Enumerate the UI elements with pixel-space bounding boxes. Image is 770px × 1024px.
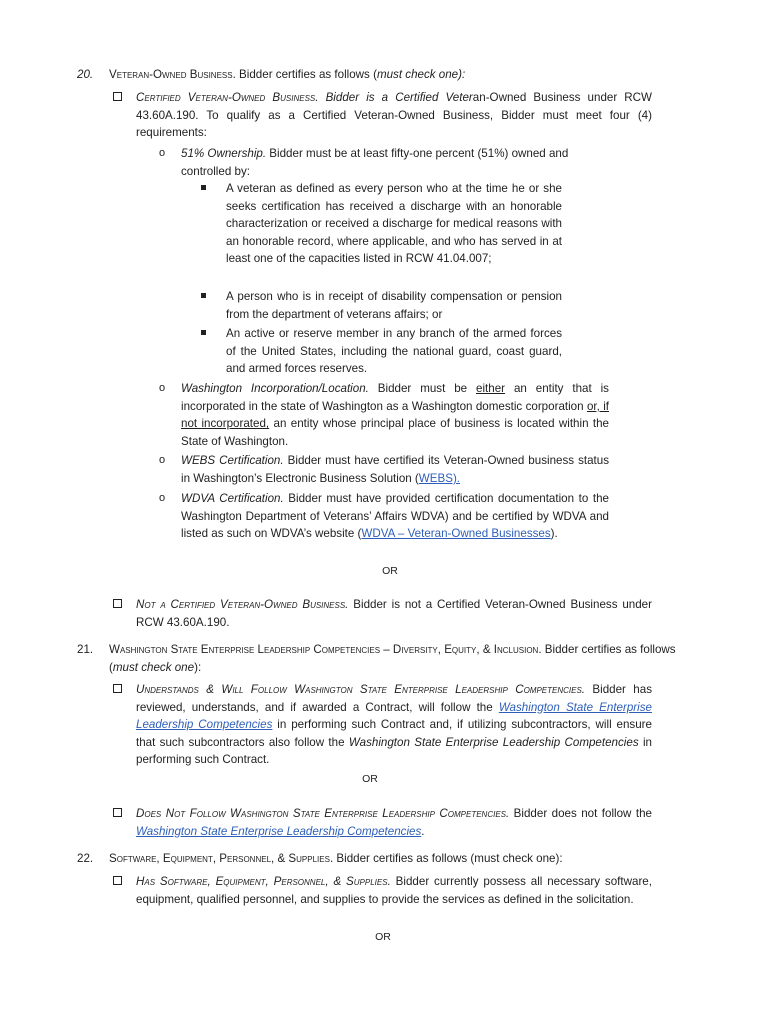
- section-21-number: 21.: [77, 643, 94, 656]
- sub-requirement-veteran: A veteran as defined as every person who at the time he or she seeks certification has received a discharge with an honorable characterization or received a discharge for medical reasons with an honorable record, where applicable, and who has served in at least one of the capacities listed in RCW 41.04.007;: [226, 182, 562, 266]
- circle-bullet-icon: o: [159, 382, 166, 394]
- circle-bullet-icon: o: [159, 492, 166, 504]
- does-not-follow-checkbox[interactable]: [113, 808, 122, 817]
- has-software-option: Has Software, Equipment, Personnel, & Supplies. Bidder currently possess all necessary software, equipment, qualified personnel, and supplies to provide the services as defined in the solicitation.: [136, 875, 652, 906]
- requirement-incorporation: Washington Incorporation/Location. Bidder must be either an entity that is incorporated in the state of Washington as a Washington domestic corporation or, if not incorporated, an entity whose principal place of business is located within the State of Washington.: [181, 382, 609, 448]
- section-20-title: Veteran-Owned Business.: [109, 68, 236, 81]
- section-22-heading: Software, Equipment, Personnel, & Supplies. Bidder certifies as follows (must check one):: [109, 852, 563, 865]
- square-bullet-icon: [201, 330, 206, 335]
- certified-veteran-checkbox[interactable]: [113, 92, 122, 101]
- understands-competencies-option: Understands & Will Follow Washington State Enterprise Leadership Competencies. Bidder has reviewed, understands, and if awarded a Contract, will follow the Washington State Enterprise Leadership Competencies in performing such Contract and, if utilizing subcontractors, will ensure that such subcontractors also follow the Washington State Enterprise Leadership Competencies in performing such Contract.: [136, 683, 652, 767]
- competencies-link[interactable]: Washington State Enterprise Leadership Competencies: [136, 700, 652, 732]
- section-22-number: 22.: [77, 852, 94, 865]
- sub-requirement-armed-forces: An active or reserve member in any branch of the armed forces of the United States, including the national guard, coast guard, and armed forces reserves.: [226, 327, 562, 376]
- or-separator: OR: [375, 931, 391, 943]
- square-bullet-icon: [201, 185, 206, 190]
- square-bullet-icon: [201, 293, 206, 298]
- wdva-link[interactable]: WDVA – Veteran-Owned Businesses: [361, 527, 551, 541]
- certified-veteran-option: Certified Veteran-Owned Business. Bidder is a Certified Veteran-Owned Business under RCW 43.60A.190. To qualify as a Certified Veteran-Owned Business, Bidder must meet four (4) requirements:: [136, 91, 652, 140]
- has-software-label: Has Software, Equipment, Personnel, & Supplies.: [136, 875, 391, 888]
- understands-competencies-label: Understands & Will Follow Washington State Enterprise Leadership Competencies.: [136, 683, 586, 696]
- circle-bullet-icon: o: [159, 454, 166, 466]
- section-21-heading: Washington State Enterprise Leadership Competencies – Diversity, Equity, & Inclusion. Bidder certifies as follows (must check one):: [109, 643, 676, 674]
- not-certified-veteran-checkbox[interactable]: [113, 599, 122, 608]
- competencies-link-2[interactable]: Washington State Enterprise Leadership Competencies: [136, 824, 422, 838]
- requirement-wdva: WDVA Certification. Bidder must have provided certification documentation to the Washington Department of Veterans’ Affairs WDVA) and be certified by WDVA and listed as such on WDVA’s website (WDVA – Veteran-Owned Businesses).: [181, 492, 609, 541]
- requirement-ownership: 51% Ownership. Bidder must be at least fifty-one percent (51%) owned and controlled by:: [181, 147, 569, 178]
- sub-requirement-disability: A person who is in receipt of disability compensation or pension from the department of veterans affairs; or: [226, 290, 562, 321]
- understands-competencies-checkbox[interactable]: [113, 684, 122, 693]
- section-22-title: Software, Equipment, Personnel, & Supplies.: [109, 852, 334, 865]
- not-certified-veteran-option: Not a Certified Veteran-Owned Business. Bidder is not a Certified Veteran-Owned Business under RCW 43.60A.190.: [136, 598, 652, 629]
- circle-bullet-icon: o: [159, 147, 166, 159]
- section-20-heading: Veteran-Owned Business. Bidder certifies as follows (must check one):: [109, 68, 466, 81]
- or-separator: OR: [362, 773, 378, 785]
- does-not-follow-label: Does Not Follow Washington State Enterprise Leadership Competencies.: [136, 807, 510, 820]
- not-certified-veteran-label: Not a Certified Veteran-Owned Business.: [136, 598, 349, 611]
- requirement-webs: WEBS Certification. Bidder must have certified its Veteran-Owned business status in Washington’s Electronic Business Solution (WEBS).: [181, 454, 610, 485]
- section-21-title: Washington State Enterprise Leadership Competencies – Diversity, Equity, & Inclusion.: [109, 643, 542, 656]
- webs-link[interactable]: WEBS).: [418, 471, 461, 485]
- section-20-number: 20.: [77, 68, 94, 81]
- certified-veteran-label: Certified Veteran-Owned Business.: [136, 91, 319, 104]
- has-software-checkbox[interactable]: [113, 876, 122, 885]
- or-separator: OR: [382, 565, 398, 577]
- does-not-follow-option: Does Not Follow Washington State Enterprise Leadership Competencies. Bidder does not follow the Washington State Enterprise Leadership Competencies.: [136, 807, 652, 838]
